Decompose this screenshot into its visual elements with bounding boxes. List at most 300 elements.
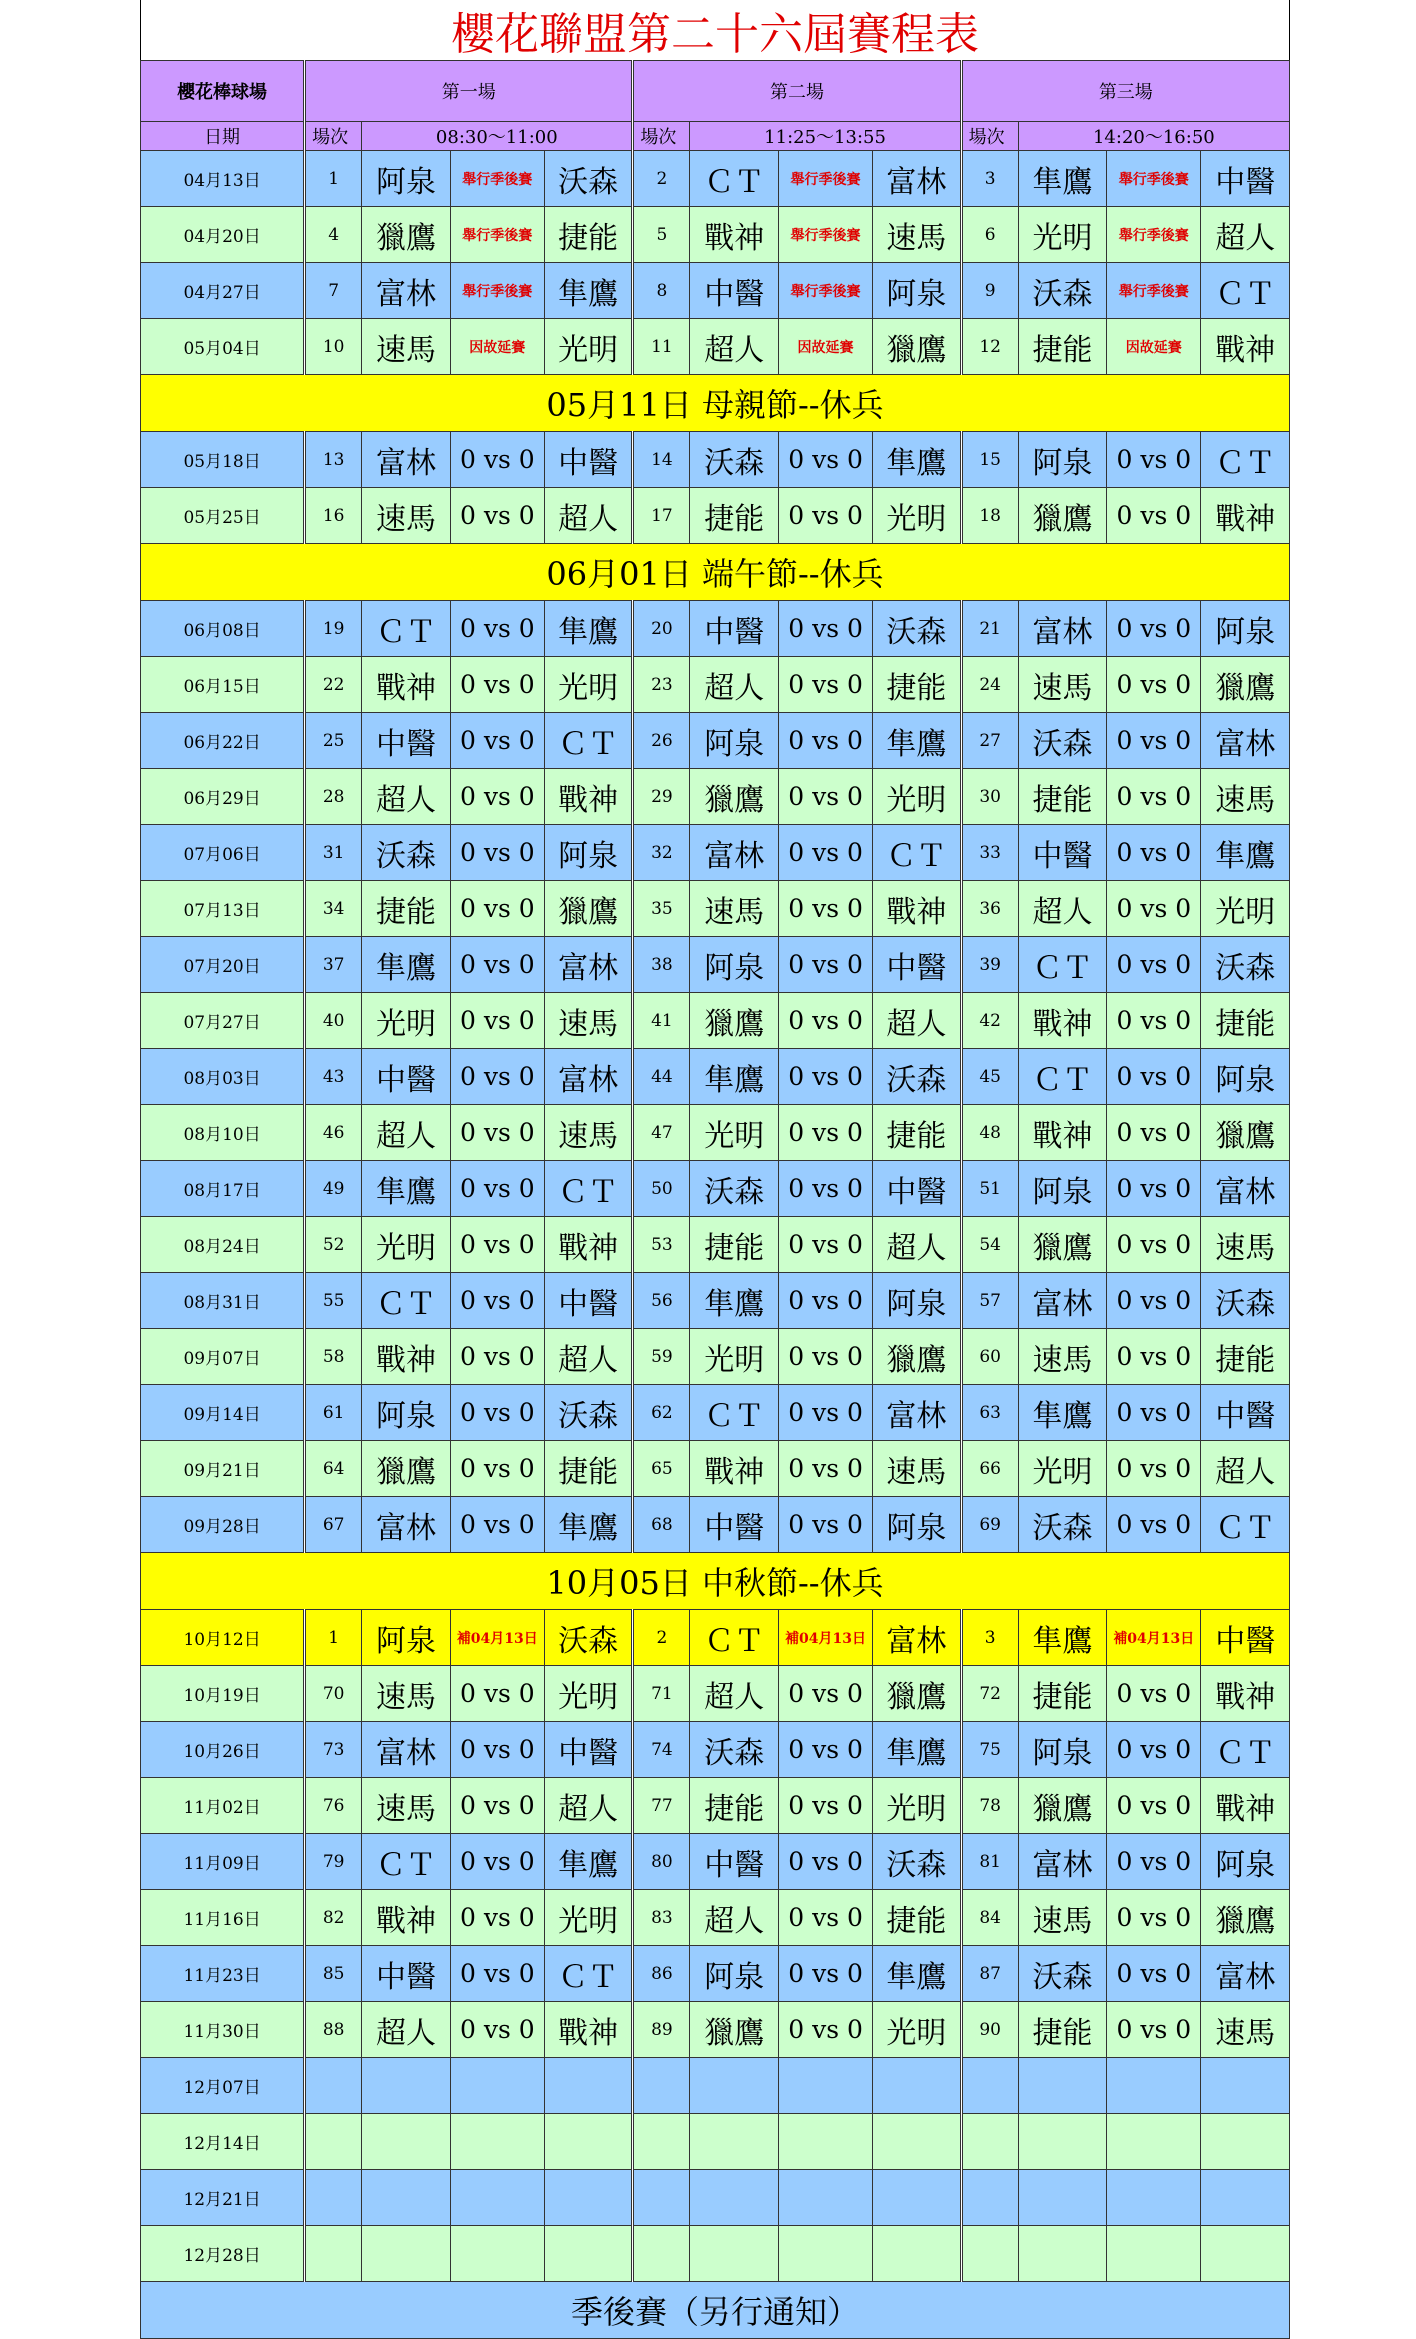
schedule-row <box>141 1946 1290 2002</box>
score-cell: 0 vs 0 <box>1107 1161 1201 1217</box>
away-team-cell: 光明 <box>1201 881 1290 937</box>
game-number-cell: 27 <box>961 713 1018 769</box>
away-team-cell: 隼鷹 <box>544 601 632 657</box>
schedule-sheet <box>140 0 1290 2336</box>
away-team-cell: 光明 <box>544 319 632 375</box>
home-team-cell: 中醫 <box>690 1497 778 1553</box>
away-team-cell: 超人 <box>544 1778 632 1834</box>
away-team-cell: 中醫 <box>1201 151 1290 207</box>
away-team-cell: 超人 <box>544 488 632 544</box>
holiday-break-row <box>141 544 1290 601</box>
schedule-row <box>141 432 1290 488</box>
score-cell: 0 vs 0 <box>778 881 872 937</box>
home-team-cell: 捷能 <box>690 1217 778 1273</box>
away-team-cell: 隼鷹 <box>873 1946 961 2002</box>
home-team-cell: 超人 <box>690 657 778 713</box>
home-team-cell: 光明 <box>690 1329 778 1385</box>
home-team-cell: 速馬 <box>1018 657 1106 713</box>
schedule-row <box>141 713 1290 769</box>
home-team-cell: 中醫 <box>362 1049 450 1105</box>
home-team-cell: 隼鷹 <box>1018 1610 1106 1666</box>
away-team-cell <box>873 2170 961 2226</box>
score-cell: 0 vs 0 <box>1107 937 1201 993</box>
date-cell: 07月13日 <box>141 881 305 937</box>
away-team-cell: 隼鷹 <box>873 1722 961 1778</box>
holiday-break-text: 06月01日 端午節--休兵 <box>141 544 1290 601</box>
game-number-cell <box>305 2058 362 2114</box>
away-team-cell: ＣＴ <box>1201 1497 1290 1553</box>
game-number-cell: 58 <box>305 1329 362 1385</box>
away-team-cell <box>873 2114 961 2170</box>
home-team-cell: 富林 <box>1018 1834 1106 1890</box>
score-cell: 0 vs 0 <box>1107 1497 1201 1553</box>
away-team-cell: 超人 <box>1201 207 1290 263</box>
away-team-cell: 戰神 <box>544 769 632 825</box>
score-cell: 0 vs 0 <box>450 657 544 713</box>
away-team-cell: 沃森 <box>873 601 961 657</box>
game-2-time: 11:25～13:55 <box>690 122 961 151</box>
home-team-cell: ＣＴ <box>1018 1049 1106 1105</box>
game-number-cell: 84 <box>961 1890 1018 1946</box>
away-team-cell: 沃森 <box>544 1385 632 1441</box>
schedule-row <box>141 657 1290 713</box>
away-team-cell: 速馬 <box>1201 769 1290 825</box>
date-cell: 06月08日 <box>141 601 305 657</box>
schedule-row <box>141 825 1290 881</box>
home-team-cell <box>362 2170 450 2226</box>
score-cell: 0 vs 0 <box>778 1946 872 2002</box>
game-number-cell: 3 <box>961 1610 1018 1666</box>
game-note-cell: 舉行季後賽 <box>778 263 872 319</box>
score-cell: 0 vs 0 <box>450 432 544 488</box>
date-cell: 10月19日 <box>141 1666 305 1722</box>
home-team-cell: 光明 <box>362 1217 450 1273</box>
home-team-cell: 捷能 <box>690 488 778 544</box>
schedule-row <box>141 2226 1290 2282</box>
date-cell: 09月14日 <box>141 1385 305 1441</box>
away-team-cell: 捷能 <box>1201 993 1290 1049</box>
score-cell: 0 vs 0 <box>450 1722 544 1778</box>
home-team-cell <box>690 2226 778 2282</box>
away-team-cell: ＣＴ <box>1201 432 1290 488</box>
date-cell: 05月04日 <box>141 319 305 375</box>
game-number-cell: 28 <box>305 769 362 825</box>
away-team-cell: 沃森 <box>1201 1273 1290 1329</box>
score-cell: 0 vs 0 <box>450 1834 544 1890</box>
score-cell: 0 vs 0 <box>778 657 872 713</box>
game-number-cell: 73 <box>305 1722 362 1778</box>
home-team-cell <box>1018 2226 1106 2282</box>
game-number-cell: 43 <box>305 1049 362 1105</box>
score-cell: 0 vs 0 <box>778 1497 872 1553</box>
date-cell: 09月21日 <box>141 1441 305 1497</box>
away-team-cell: 中醫 <box>873 937 961 993</box>
date-cell: 09月28日 <box>141 1497 305 1553</box>
date-cell: 08月31日 <box>141 1273 305 1329</box>
game-note-cell: 舉行季後賽 <box>450 151 544 207</box>
game-number-cell: 1 <box>305 1610 362 1666</box>
away-team-cell: ＣＴ <box>1201 1722 1290 1778</box>
game-number-cell: 55 <box>305 1273 362 1329</box>
home-team-cell: 隼鷹 <box>690 1273 778 1329</box>
away-team-cell <box>544 2170 632 2226</box>
score-cell: 0 vs 0 <box>778 2002 872 2058</box>
score-cell: 0 vs 0 <box>1107 1722 1201 1778</box>
away-team-cell: 超人 <box>873 1217 961 1273</box>
away-team-cell: 阿泉 <box>1201 1049 1290 1105</box>
home-team-cell: ＣＴ <box>1018 937 1106 993</box>
game-note-cell: 舉行季後賽 <box>450 207 544 263</box>
away-team-cell: 獵鷹 <box>544 881 632 937</box>
away-team-cell <box>1201 2170 1290 2226</box>
game-number-cell: 11 <box>633 319 690 375</box>
game-note-cell: 補04月13日 <box>1107 1610 1201 1666</box>
game-number-cell: 88 <box>305 2002 362 2058</box>
schedule-row <box>141 1273 1290 1329</box>
game-number-cell: 14 <box>633 432 690 488</box>
away-team-cell: ＣＴ <box>544 713 632 769</box>
home-team-cell: 戰神 <box>1018 1105 1106 1161</box>
game-number-cell: 45 <box>961 1049 1018 1105</box>
date-cell: 08月03日 <box>141 1049 305 1105</box>
away-team-cell: 中醫 <box>873 1161 961 1217</box>
game-number-cell <box>961 2170 1018 2226</box>
date-cell: 12月07日 <box>141 2058 305 2114</box>
date-cell: 10月26日 <box>141 1722 305 1778</box>
away-team-cell: 富林 <box>1201 1946 1290 2002</box>
away-team-cell: 獵鷹 <box>873 1329 961 1385</box>
away-team-cell: 隼鷹 <box>544 263 632 319</box>
game-number-cell: 62 <box>633 1385 690 1441</box>
score-cell: 0 vs 0 <box>1107 1946 1201 2002</box>
home-team-cell: 沃森 <box>690 1161 778 1217</box>
away-team-cell: 戰神 <box>544 1217 632 1273</box>
home-team-cell: 戰神 <box>362 657 450 713</box>
away-team-cell: 隼鷹 <box>544 1497 632 1553</box>
home-team-cell: 捷能 <box>1018 2002 1106 2058</box>
date-label: 日期 <box>141 122 305 151</box>
home-team-cell: 獵鷹 <box>690 2002 778 2058</box>
date-cell: 11月30日 <box>141 2002 305 2058</box>
game-number-cell: 35 <box>633 881 690 937</box>
game-number-cell: 74 <box>633 1722 690 1778</box>
date-cell: 11月23日 <box>141 1946 305 2002</box>
score-cell: 0 vs 0 <box>450 1105 544 1161</box>
date-cell: 11月16日 <box>141 1890 305 1946</box>
away-team-cell: 超人 <box>1201 1441 1290 1497</box>
game-number-cell: 15 <box>961 432 1018 488</box>
home-team-cell: 富林 <box>362 432 450 488</box>
score-cell: 0 vs 0 <box>778 1890 872 1946</box>
game-number-cell: 10 <box>305 319 362 375</box>
home-team-cell: 富林 <box>1018 1273 1106 1329</box>
home-team-cell: 光明 <box>690 1105 778 1161</box>
score-cell: 0 vs 0 <box>778 1161 872 1217</box>
game-number-cell: 16 <box>305 488 362 544</box>
score-cell: 0 vs 0 <box>450 937 544 993</box>
score-cell <box>778 2226 872 2282</box>
game-number-cell: 24 <box>961 657 1018 713</box>
home-team-cell: 速馬 <box>362 1778 450 1834</box>
home-team-cell: 超人 <box>690 1890 778 1946</box>
away-team-cell: 中醫 <box>1201 1385 1290 1441</box>
schedule-row <box>141 1890 1290 1946</box>
score-cell <box>1107 2058 1201 2114</box>
game-note-cell: 舉行季後賽 <box>1107 207 1201 263</box>
score-cell: 0 vs 0 <box>1107 1778 1201 1834</box>
game-number-cell: 57 <box>961 1273 1018 1329</box>
home-team-cell: 阿泉 <box>690 937 778 993</box>
game-number-cell: 2 <box>633 1610 690 1666</box>
score-cell: 0 vs 0 <box>1107 432 1201 488</box>
score-cell: 0 vs 0 <box>1107 769 1201 825</box>
score-cell: 0 vs 0 <box>450 713 544 769</box>
game-number-cell <box>305 2170 362 2226</box>
home-team-cell: 富林 <box>362 263 450 319</box>
home-team-cell: 隼鷹 <box>362 937 450 993</box>
date-cell: 06月22日 <box>141 713 305 769</box>
schedule-row <box>141 2002 1290 2058</box>
date-cell: 09月07日 <box>141 1329 305 1385</box>
game-number-cell: 51 <box>961 1161 1018 1217</box>
home-team-cell: 速馬 <box>362 1666 450 1722</box>
schedule-row <box>141 1441 1290 1497</box>
away-team-cell: 富林 <box>873 1610 961 1666</box>
away-team-cell: 富林 <box>873 151 961 207</box>
game-number-cell: 39 <box>961 937 1018 993</box>
score-cell: 0 vs 0 <box>450 1946 544 2002</box>
holiday-break-row <box>141 1553 1290 1610</box>
game-number-cell: 7 <box>305 263 362 319</box>
home-team-cell: ＣＴ <box>362 1273 450 1329</box>
game-number-cell: 22 <box>305 657 362 713</box>
home-team-cell: 阿泉 <box>1018 432 1106 488</box>
home-team-cell <box>690 2114 778 2170</box>
score-cell: 0 vs 0 <box>1107 1666 1201 1722</box>
score-cell: 0 vs 0 <box>450 1385 544 1441</box>
away-team-cell: 獵鷹 <box>873 319 961 375</box>
game-number-cell: 38 <box>633 937 690 993</box>
game-number-cell: 79 <box>305 1834 362 1890</box>
header-row-times <box>141 122 1290 151</box>
date-cell: 12月14日 <box>141 2114 305 2170</box>
home-team-cell: 隼鷹 <box>690 1049 778 1105</box>
away-team-cell: 隼鷹 <box>1201 825 1290 881</box>
footer-note: 季後賽（另行通知） <box>141 2282 1290 2339</box>
away-team-cell: 沃森 <box>544 1610 632 1666</box>
home-team-cell: ＣＴ <box>362 1834 450 1890</box>
away-team-cell: 光明 <box>544 1890 632 1946</box>
score-cell: 0 vs 0 <box>1107 2002 1201 2058</box>
game-number-cell <box>633 2226 690 2282</box>
home-team-cell: 沃森 <box>690 432 778 488</box>
score-cell: 0 vs 0 <box>778 1778 872 1834</box>
home-team-cell: 獵鷹 <box>362 1441 450 1497</box>
away-team-cell: 戰神 <box>1201 488 1290 544</box>
away-team-cell: ＣＴ <box>873 825 961 881</box>
game-number-cell: 69 <box>961 1497 1018 1553</box>
score-cell: 0 vs 0 <box>450 601 544 657</box>
home-team-cell: 沃森 <box>690 1722 778 1778</box>
game-number-cell: 90 <box>961 2002 1018 2058</box>
game-number-cell: 67 <box>305 1497 362 1553</box>
score-cell: 0 vs 0 <box>1107 1890 1201 1946</box>
score-cell <box>1107 2170 1201 2226</box>
away-team-cell <box>873 2226 961 2282</box>
score-cell: 0 vs 0 <box>1107 825 1201 881</box>
score-cell: 0 vs 0 <box>778 1049 872 1105</box>
score-cell: 0 vs 0 <box>1107 1834 1201 1890</box>
home-team-cell: 速馬 <box>1018 1890 1106 1946</box>
home-team-cell: 超人 <box>362 1105 450 1161</box>
game-number-cell: 31 <box>305 825 362 881</box>
away-team-cell: 阿泉 <box>1201 601 1290 657</box>
schedule-row <box>141 1217 1290 1273</box>
score-cell: 0 vs 0 <box>450 1329 544 1385</box>
game-number-cell: 34 <box>305 881 362 937</box>
game-number-cell: 71 <box>633 1666 690 1722</box>
home-team-cell: 中醫 <box>690 263 778 319</box>
home-team-cell: 阿泉 <box>690 713 778 769</box>
away-team-cell: 中醫 <box>544 432 632 488</box>
game-note-cell: 因故延賽 <box>450 319 544 375</box>
home-team-cell <box>1018 2058 1106 2114</box>
game-number-cell: 81 <box>961 1834 1018 1890</box>
home-team-cell: ＣＴ <box>362 601 450 657</box>
score-cell: 0 vs 0 <box>450 881 544 937</box>
date-cell: 04月13日 <box>141 151 305 207</box>
score-cell <box>778 2058 872 2114</box>
away-team-cell: 沃森 <box>873 1834 961 1890</box>
away-team-cell <box>544 2226 632 2282</box>
schedule-row <box>141 319 1290 375</box>
home-team-cell <box>690 2058 778 2114</box>
game-number-cell: 48 <box>961 1105 1018 1161</box>
away-team-cell: 戰神 <box>1201 1666 1290 1722</box>
away-team-cell: 光明 <box>544 1666 632 1722</box>
away-team-cell: 光明 <box>544 657 632 713</box>
home-team-cell <box>362 2226 450 2282</box>
game-number-cell <box>633 2114 690 2170</box>
date-cell: 08月24日 <box>141 1217 305 1273</box>
game-number-cell: 19 <box>305 601 362 657</box>
home-team-cell: 速馬 <box>1018 1329 1106 1385</box>
game-number-cell: 18 <box>961 488 1018 544</box>
home-team-cell: 獵鷹 <box>690 993 778 1049</box>
away-team-cell: 隼鷹 <box>873 713 961 769</box>
game-number-cell: 85 <box>305 1946 362 2002</box>
score-cell: 0 vs 0 <box>1107 1105 1201 1161</box>
score-cell: 0 vs 0 <box>1107 488 1201 544</box>
home-team-cell: 阿泉 <box>362 1385 450 1441</box>
home-team-cell: 富林 <box>362 1497 450 1553</box>
home-team-cell <box>1018 2114 1106 2170</box>
score-cell: 0 vs 0 <box>1107 1049 1201 1105</box>
game-number-cell: 42 <box>961 993 1018 1049</box>
score-cell: 0 vs 0 <box>450 825 544 881</box>
score-cell: 0 vs 0 <box>778 601 872 657</box>
game-note-cell: 舉行季後賽 <box>1107 151 1201 207</box>
score-cell: 0 vs 0 <box>778 1722 872 1778</box>
away-team-cell: 捷能 <box>873 1890 961 1946</box>
away-team-cell: 戰神 <box>873 881 961 937</box>
home-team-cell: 沃森 <box>1018 1497 1106 1553</box>
away-team-cell: 超人 <box>544 1329 632 1385</box>
score-cell: 0 vs 0 <box>778 1217 872 1273</box>
home-team-cell: 戰神 <box>362 1329 450 1385</box>
game-number-cell: 80 <box>633 1834 690 1890</box>
game-number-cell: 4 <box>305 207 362 263</box>
schedule-row <box>141 1105 1290 1161</box>
score-cell: 0 vs 0 <box>450 488 544 544</box>
home-team-cell: 超人 <box>362 2002 450 2058</box>
home-team-cell: 捷能 <box>1018 769 1106 825</box>
game-number-cell: 83 <box>633 1890 690 1946</box>
home-team-cell: 捷能 <box>690 1778 778 1834</box>
home-team-cell <box>1018 2170 1106 2226</box>
away-team-cell: 阿泉 <box>544 825 632 881</box>
score-cell: 0 vs 0 <box>1107 1273 1201 1329</box>
away-team-cell: 速馬 <box>1201 2002 1290 2058</box>
game-number-cell <box>961 2058 1018 2114</box>
date-cell: 08月10日 <box>141 1105 305 1161</box>
home-team-cell: 富林 <box>690 825 778 881</box>
home-team-cell: 阿泉 <box>1018 1161 1106 1217</box>
schedule-row <box>141 1049 1290 1105</box>
away-team-cell: ＣＴ <box>544 1161 632 1217</box>
game-number-cell: 46 <box>305 1105 362 1161</box>
score-cell: 0 vs 0 <box>1107 657 1201 713</box>
schedule-row <box>141 2114 1290 2170</box>
away-team-cell: 富林 <box>1201 1161 1290 1217</box>
home-team-cell: 阿泉 <box>362 1610 450 1666</box>
schedule-row <box>141 1666 1290 1722</box>
home-team-cell: 超人 <box>1018 881 1106 937</box>
schedule-row <box>141 207 1290 263</box>
date-cell: 06月29日 <box>141 769 305 825</box>
game-number-cell: 23 <box>633 657 690 713</box>
home-team-cell: 超人 <box>690 1666 778 1722</box>
game-note-cell: 舉行季後賽 <box>450 263 544 319</box>
game-number-cell: 26 <box>633 713 690 769</box>
score-cell: 0 vs 0 <box>778 1273 872 1329</box>
schedule-row <box>141 263 1290 319</box>
home-team-cell: 超人 <box>362 769 450 825</box>
game-note-cell: 因故延賽 <box>778 319 872 375</box>
away-team-cell: 速馬 <box>544 993 632 1049</box>
schedule-row <box>141 1778 1290 1834</box>
schedule-row <box>141 1834 1290 1890</box>
game-number-cell <box>305 2114 362 2170</box>
away-team-cell <box>544 2114 632 2170</box>
schedule-row <box>141 1497 1290 1553</box>
game-1-seq-label: 場次 <box>305 122 362 151</box>
away-team-cell: 中醫 <box>544 1722 632 1778</box>
game-number-cell <box>305 2226 362 2282</box>
away-team-cell: 中醫 <box>544 1273 632 1329</box>
game-2-label: 第二場 <box>633 61 961 122</box>
score-cell: 0 vs 0 <box>778 993 872 1049</box>
away-team-cell <box>1201 2058 1290 2114</box>
date-cell: 05月25日 <box>141 488 305 544</box>
away-team-cell: 沃森 <box>1201 937 1290 993</box>
score-cell: 0 vs 0 <box>778 1329 872 1385</box>
game-number-cell: 6 <box>961 207 1018 263</box>
game-number-cell: 65 <box>633 1441 690 1497</box>
game-3-seq-label: 場次 <box>961 122 1018 151</box>
game-number-cell <box>961 2114 1018 2170</box>
home-team-cell: 速馬 <box>362 488 450 544</box>
